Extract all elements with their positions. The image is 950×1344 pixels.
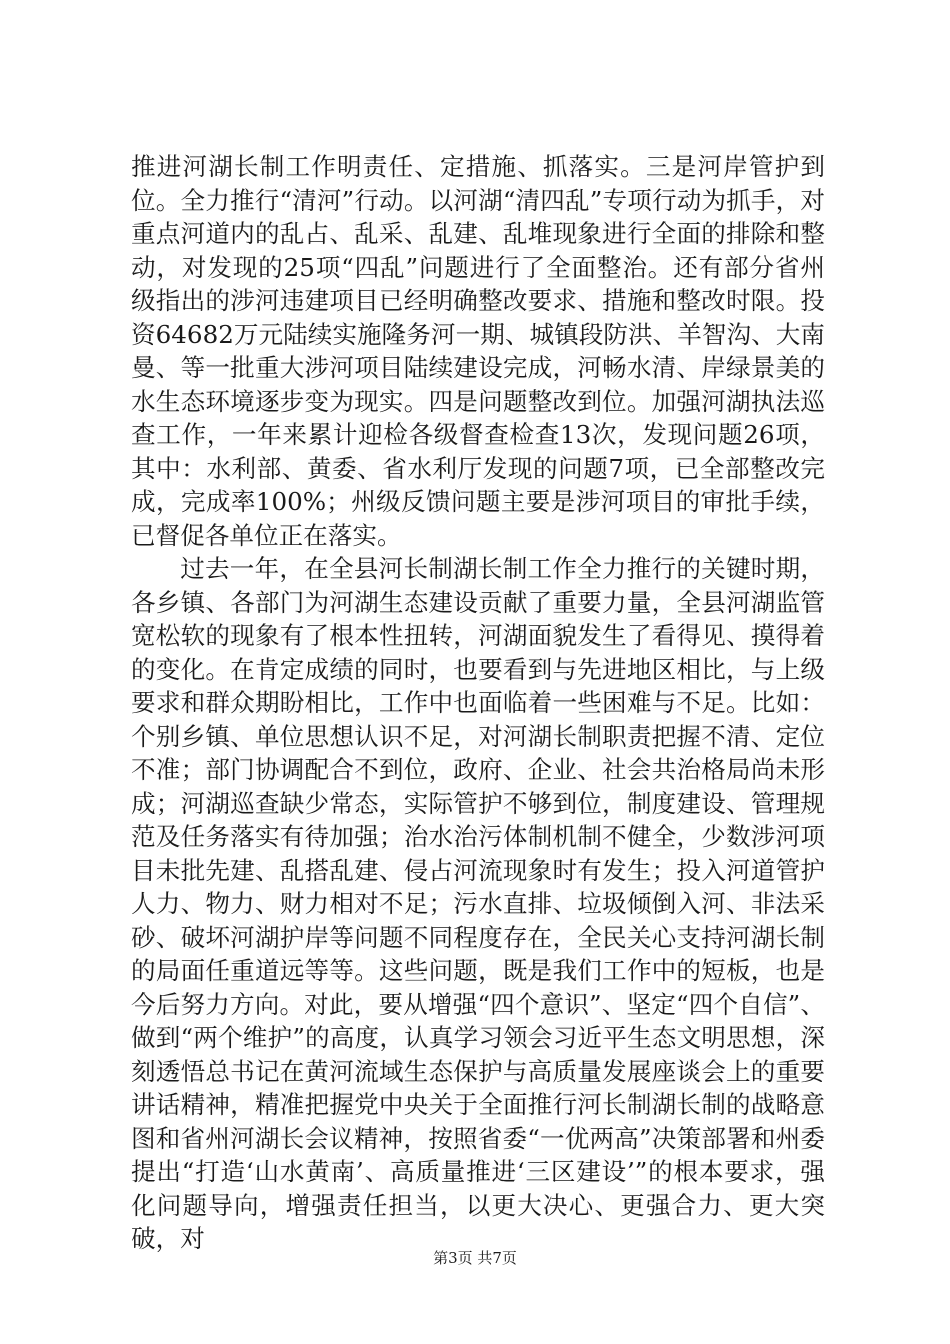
document-body xyxy=(131,150,825,1256)
page-footer: 第3页 共7页 xyxy=(433,1249,517,1267)
paragraph-1: 推进河湖长制工作明责任、定措施、抓落实。三是河岸管护到位。全力推行“清河”行动。以河湖“清四乱”专项行动为抓手，对重点河道内的乱占、乱采、乱建、乱堆现象进行全面的排除和整动，对发现的25项“四乱”问题进行了全面整治。还有部分省州级指出的涉河违建项目已经明确整改要求、措施和整改时限。投资64682万元陆续实施隆务河一期、城镇段防洪、羊智沟、大南曼、等一批重大涉河项目陆续建设完成，河畅水清、岸绿景美的水生态环境逐步变为现实。四是问题整改到位。加强河湖执法巡查工作，一年来累计迎检各级督查检查13次，发现问题26项，其中：水利部、黄委、省水利厅发现的问题7项，已全部整改完成，完成率100%；州级反馈问题主要是涉河项目的审批手续，已督促各单位正在落实。 xyxy=(131,152,825,550)
paragraph-2: 过去一年，在全县河长制湖长制工作全力推行的关键时期，各乡镇、各部门为河湖生态建设贡献了重要力量，全县河湖监管宽松软的现象有了根本性扭转，河湖面貌发生了看得见、摸得着的变化。在肯定成绩的同时，也要看到与先进地区相比，与上级要求和群众期盼相比，工作中也面临着一些困难与不足。比如：个别乡镇、单位思想认识不足，对河湖长制职责把握不清、定位不准；部门协调配合不到位，政府、企业、社会共治格局尚未形成；河湖巡查缺少常态，实际管护不够到位，制度建设、管理规范及任务落实有待加强；治水治污体制机制不健全，少数涉河项目未批先建、乱搭乱建、侵占河流现象时有发生；投入河道管护人力、物力、财力相对不足；污水直排、垃圾倾倒入河、非法采砂、破坏河湖护岸等问题不同程度存在，全民关心支持河湖长制的局面任重道远等等。这些问题，既是我们工作中的短板，也是今后努力方向。对此，要从增强“四个意识”、坚定“四个自信”、做到“两个维护”的高度，认真学习领会习近平生态文明思想，深刻透悟总书记在黄河流域生态保护与高质量发展座谈会上的重要讲话精神，精准把握党中央关于全面推行河长制湖长制的战略意图和省州河湖长会议精神，按照省委“一优两高”决策部署和州委提出“打造‘山水黄南’、高质量推进‘三区建设’”的根本要求，强化问题导向，增强责任担当，以更大决心、更强合力、更大突破，对 xyxy=(131,554,825,1253)
